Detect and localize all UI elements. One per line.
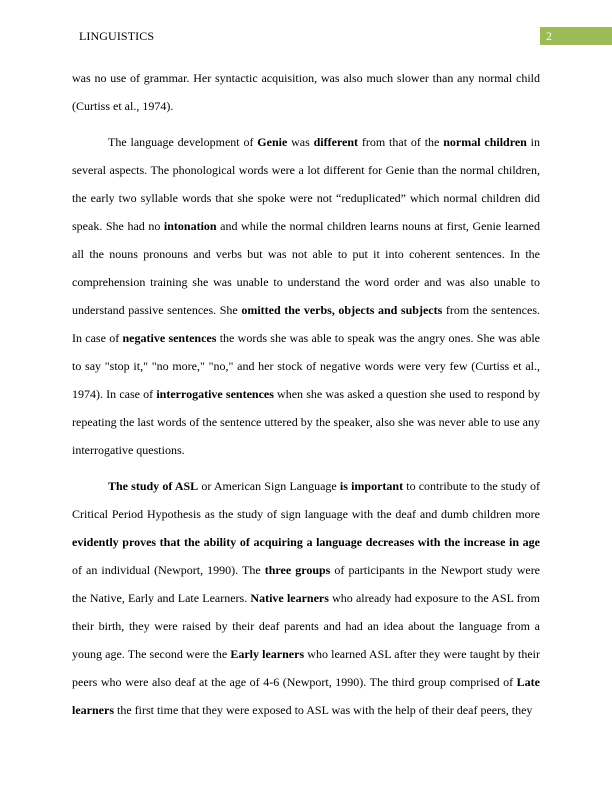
bold-text-run: negative sentences <box>122 331 217 345</box>
text-run: was no use of grammar. Her syntactic acquisition, was also much slower than any normal child (Curtiss et al., 1974). <box>72 71 540 113</box>
page-number-badge: 2 <box>540 27 612 45</box>
bold-text-run: Native learners <box>250 591 329 605</box>
bold-text-run: evidently proves that the ability of acquiring a language decreases with the increase in age <box>72 535 540 549</box>
paragraph <box>72 472 540 724</box>
bold-text-run: normal children <box>443 135 527 149</box>
text-run: in several aspects. The phonological words were a lot different for Genie than the normal children, the early two syllable words that she spoke were not “reduplicated” which normal children did speak. She had no <box>72 135 541 233</box>
text-run: or American Sign Language <box>198 479 340 493</box>
bold-text-run: different <box>313 135 359 149</box>
text-run: as <box>299 135 310 149</box>
bold-text-run: is important <box>339 479 404 493</box>
text-run: who learned ASL after they were taught by their peers who were also deaf at the age of 4-6 (Newport, 1990). The third group comprised of <box>72 647 541 689</box>
text-run: when she was asked a question she used to respond by repeating the last words of the sentence uttered by the speaker, also she was never able to use any interrogative questions. <box>72 387 540 457</box>
bold-text-run: interrogative sentences <box>156 387 274 401</box>
bold-text-run: intonation <box>163 219 217 233</box>
text-run: from that of the <box>358 135 444 149</box>
paragraph <box>72 64 540 120</box>
text-run: to contribute to the study of Critical Period Hypothesis as the study of sign language with the deaf and dumb children more <box>72 479 540 521</box>
paragraph <box>72 128 540 464</box>
text-run: who already had exposure to the ASL from their birth, they were raised by their deaf parents and had an idea about the language from a young age. The second were the <box>72 591 540 661</box>
document-body <box>72 64 540 724</box>
bold-text-run: Early learners <box>230 647 305 661</box>
text-run: the first time that they were exposed to ASL was with the help of their deaf peers, they <box>113 703 533 717</box>
text-run: of participants in the Newport study were the Native, Early and Late Learners. <box>72 563 541 605</box>
text-run: The language development of <box>108 135 258 149</box>
bold-text-run: The study of ASL <box>108 479 199 493</box>
bold-text-run: Late learners <box>72 675 540 717</box>
text-run: w <box>287 135 300 149</box>
text-run: from the sentences. In case of <box>72 303 540 345</box>
bold-text-run: three groups <box>264 563 331 577</box>
text-run: of an individual (Newport, 1990). The <box>72 563 265 577</box>
text-run: the words she was able to speak was the angry ones. She was able to say "stop it," "no more," "no," and her stock of negative words were very few (Curtiss et al., 1974). In case of <box>72 331 540 401</box>
bold-text-run: omitted the verbs, objects and subjects <box>241 303 443 317</box>
text-run: and while the normal children learns nouns at first, Genie learned all the nouns pronouns and verbs but was not able to put it into coherent sentences. In the comprehension training she was unable to understand the word order and was also unable to understand passive sentences. She <box>72 219 540 317</box>
bold-text-run: Genie <box>257 135 288 149</box>
running-header-title: LINGUISTICS <box>79 29 155 43</box>
